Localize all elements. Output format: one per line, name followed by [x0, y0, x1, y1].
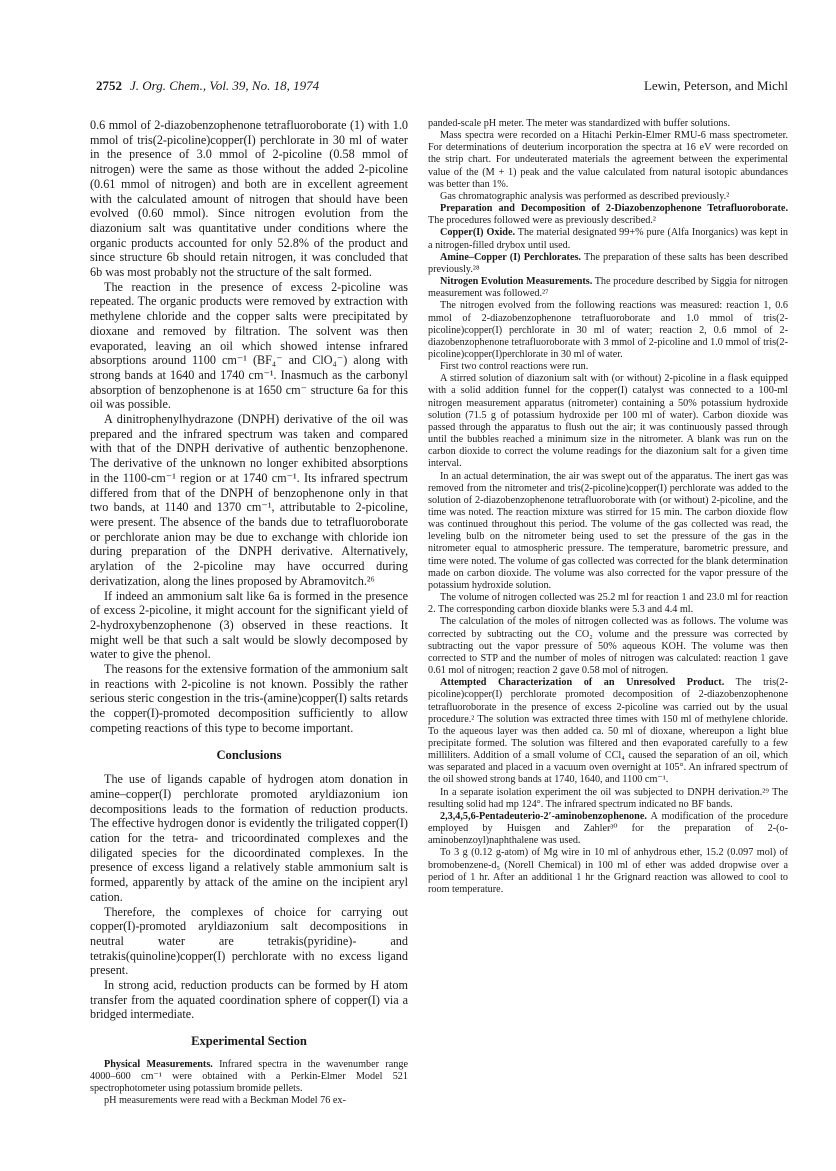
paragraph: The volume of nitrogen collected was 25.2 ml for reaction 1 and 23.0 ml for reaction 2. The corresponding carbon dioxide blanks were 5.3 and 4.4 ml. [428, 592, 788, 616]
paragraph: panded-scale pH meter. The meter was standardized with buffer solutions. [428, 118, 731, 129]
paragraph: The calculation of the moles of nitrogen collected was as follows. The volume was corrected by subtracting out the CO₂ volume and the pressure was corrected by subtracting out the vapor pressure of 50% aqueous KOH. The volume was then corrected to STP and the number of moles of nitrogen was calculated: reaction 1 gave 0.61 mol of nitrogen; reaction 2 gave 0.58 mol of nitrogen. [428, 616, 788, 677]
run-in-heading: Copper(I) Oxide. [440, 227, 516, 239]
conclusions-heading: Conclusions [216, 747, 282, 762]
paragraph: First two control reactions were run. [440, 361, 589, 373]
paragraph [90, 1059, 408, 1095]
paragraph: The reaction in the presence of excess 2-picoline was repeated. The organic products were removed by extraction with methylene chloride and the copper salts were precipitated by dioxane and removed by filtration. The solvent was then evaporated, leaving an oil which showed intense infrared absorptions around 1100 cm⁻¹ (BF₄⁻ and ClO₄⁻) along with strong bands at 1640 and 1740 cm⁻¹. Inasmuch as the carbonyl absorption of benzophenone is at 1650 cm⁻ structure 6a for this oil was possible. [90, 279, 408, 412]
paragraph-text: The material designated 99+% pure (Alfa Inorganics) was kept in a nitrogen-filled drybox until used. [428, 227, 788, 251]
paragraph [428, 252, 788, 276]
paragraph-text: The tris(2-picoline)copper(I) perchlorate promoted decomposition of 2-diazobenzophenone tetrafluoroborate in the presence of excess 2-picoline was carried out by the usual procedure.² The solution was extracted three times with 150 ml of methylene chloride. To the aqueous layer was then added ca. 50 ml of dioxane, whereupon a light blue precipitate formed. The solution was filtered and then evaporated carefully to a few milliliters. Addition of a small volume of CCl₄ caused the separation of an oil, which was separated and placed in a vacuum oven overnight at 105°. An infrared spectrum of the oil showed strong bands at 1740, 1640, and 1100 cm⁻¹. [428, 677, 788, 786]
paragraph: The reasons for the extensive formation of the ammonium salt in reactions with 2-picoline is not known. Possibly the rather serious steric congestion in the tris-(amine)copper(I) salts retards the copper(I)-promoted decomposition sufficiently to allow competing reactions of this type to become important. [90, 662, 408, 735]
run-in-heading: Amine–Copper (I) Perchlorates. [440, 251, 581, 263]
paragraph: The nitrogen evolved from the following reactions was measured: reaction 1, 0.6 mmol of 2-diazobenzophenone tetrafluoroborate and 1.0 mmol of tris(2-picoline)copper(I) perchlorate in 30 ml of water; reaction 2, 0.6 mmol of 2-diazobenzophenone tetrafluoroborate with 3 mmol of 2-picoline and 1.0 mmol of tris(2-picoline)copper(I)perchlorate in 30 ml of water. [428, 300, 788, 360]
header-left [96, 78, 319, 94]
paragraph: If indeed an ammonium salt like 6a is formed in the presence of excess 2-picoline, it might account for the significant yield of 2-hydroxybenzophenone (3) observed in these reactions. It might well be that such a salt would be slowly decomposed by water to give the phenol. [90, 588, 408, 662]
run-in-heading: Preparation and Decomposition of 2-Diazobenzophenone Tetrafluoroborate. [440, 203, 788, 215]
paragraph: In an actual determination, the air was swept out of the apparatus. The inert gas was removed from the nitrometer and tris(2-picoline)copper(I) perchlorate was added to the solution of 2-diazobenzophenone tetrafluoroborate with (or without) 2-picoline, and the time was noted. The reaction mixture was stirred for 15 min. The carbon dioxide flow was continued throughout this period. The volume of the gas collected was read, the leveling bulb on the nitrometer being used to set the pressure of the gas in the nitrometer equal to atmospheric pressure. The temperature, barometric pressure, and time were noted. The volume of gas collected was corrected for the blank determination made on carbon dioxide. The volume was also corrected for the vapor pressure of the potassium hydroxide solution. [428, 470, 788, 591]
paragraph: Gas chromatographic analysis was performed as described previously.² [440, 190, 730, 202]
paragraph [428, 677, 788, 786]
paragraph: 0.6 mmol of 2-diazobenzophenone tetrafluoroborate (1) with 1.0 mmol of tris(2-picoline)copper(I) perchlorate in 30 ml of water in the presence of 3.0 mmol of 2-picoline (0.58 mmol of nitrogen) were the same as those without the added 2-picoline (0.61 mmol of nitrogen) and both are in excellent agreement with the calculated amount of nitrogen that should have been evolved (0.60 mmol). Since nitrogen evolution from the diazonium salt was quantitative under conditions where the organic products accounted for only 52.8% of the product and since structure 6b should retain nitrogen, it was concluded that 6b was most probably not the structure of the salt formed. [90, 118, 408, 280]
right-column [428, 118, 788, 896]
experimental-heading: Experimental Section [191, 1034, 307, 1049]
page-header [96, 78, 788, 98]
paragraph: pH measurements were read with a Beckman Model 76 ex- [104, 1095, 346, 1107]
paragraph: In strong acid, reduction products can be formed by H atom transfer from the aquated coordination sphere of copper(I) via a bridged intermediate. [90, 978, 408, 1022]
paragraph: Therefore, the complexes of choice for carrying out copper(I)-promoted aryldiazonium salt decompositions in neutral water are tetrakis(pyridine)- and tetrakis(quinoline)copper(I) perchlorate with no excess ligand present. [90, 904, 408, 978]
paragraph-text: Infrared spectra in the wavenumber range 4000–600 cm⁻¹ were obtained with a Perkin-Elmer Model 521 spectrophotometer using potassium bromide pellets. [90, 1058, 408, 1095]
paragraph-text: A modification of the procedure employed by Huisgen and Zahler³⁰ for the preparation of 2-(o-aminobenzoyl)naphthalene was used. [428, 810, 788, 847]
paragraph: Mass spectra were recorded on a Hitachi Perkin-Elmer RMU-6 mass spectrometer. For determinations of deuterium incorporation the spectra at 16 eV were recorded on the strip chart. For undeuterated materials the agreement between the experimental value of the (M + 1) peak and the value calculated from natural isotopic abundances was better than 1%. [428, 130, 788, 190]
paragraph-text: The procedures followed were as previously described.² [428, 215, 656, 227]
paragraph [428, 811, 788, 847]
paragraph-text: The preparation of these salts has been described previously.²⁸ [428, 251, 788, 275]
run-in-heading: Attempted Characterization of an Unresolved Product. [440, 677, 725, 689]
run-in-heading: Physical Measurements. [104, 1058, 213, 1070]
paragraph: A dinitrophenylhydrazone (DNPH) derivative of the oil was prepared and the infrared spectrum was taken and compared with that of the DNPH derivative of authentic benzophenone. The derivative of the unknown no longer exhibited absorptions in the 1100-cm⁻¹ region or at 1740 cm⁻¹. Its infrared spectrum differed from that of the DNPH of benzophenone only in that two bands, at 1140 and 1370 cm⁻¹, attributable to 2-picoline, were present. The absence of the bands due to tetrafluoroborate or perchlorate anion may be due to exchange with chloride ion during preparation of the DNPH derivative. Alternatively, arylation of the 2-picoline may have occurred during derivatization, along the lines proposed by Abramovitch.²⁶ [90, 412, 408, 588]
paragraph: In a separate isolation experiment the oil was subjected to DNPH derivation.²⁹ The resulting solid had mp 124°. The infrared spectrum indicated no BF bands. [428, 786, 788, 810]
paragraph [428, 227, 788, 251]
paragraph [428, 203, 788, 227]
page-number: 2752 [96, 78, 122, 93]
run-in-heading: Nitrogen Evolution Measurements. [440, 276, 593, 288]
paragraph-text: The procedure described by Siggia for nitrogen measurement was followed.²⁷ [428, 276, 788, 300]
paragraph [428, 276, 788, 300]
run-in-heading: 2,3,4,5,6-Pentadeuterio-2′-aminobenzophenone. [440, 810, 647, 822]
journal-citation: J. Org. Chem., Vol. 39, No. 18, 1974 [130, 78, 320, 93]
header-authors: Lewin, Peterson, and Michl [643, 78, 788, 93]
paragraph: A stirred solution of diazonium salt with (or without) 2-picoline in a flask equipped with a solid addition funnel for the copper(I) catalyst was connected to a 100-ml nitrogen measurement apparatus (nitrometer) containing a 50% potassium hydroxide solution (71.5 g of potassium hydroxide per 100 ml of water). Carbon dioxide was passed through the apparatus to flush out the air; it was continuously passed through until the bubbles reached a minimum size in the nitrometer. A blank was run on the carbon dioxide to correct the volume readings for the diazonium salt for a given time interval. [428, 373, 788, 470]
paragraph: To 3 g (0.12 g-atom) of Mg wire in 10 ml of anhydrous ether, 15.2 (0.097 mol) of bromobenzene-d₅ (Norell Chemical) in 100 ml of ether was added dropwise over a period of 1 hr. After an additional 1 hr the Grignard reaction was allowed to cool to room temperature. [428, 847, 788, 895]
paragraph: The use of ligands capable of hydrogen atom donation in amine–copper(I) perchlorate promoted aryldiazonium ion decompositions leads to the formation of reduction products. The effective hydrogen donor is evidently the triligated copper(I) cation for the tetra- and tricoordinated complexes and the diligated species for the dicoordinated complexes. In the presence of excess ligand a relatively stable ammonium salt is formed, apparently by attack of the amine on the incipient aryl cation. [90, 772, 408, 904]
left-column [90, 118, 408, 1108]
